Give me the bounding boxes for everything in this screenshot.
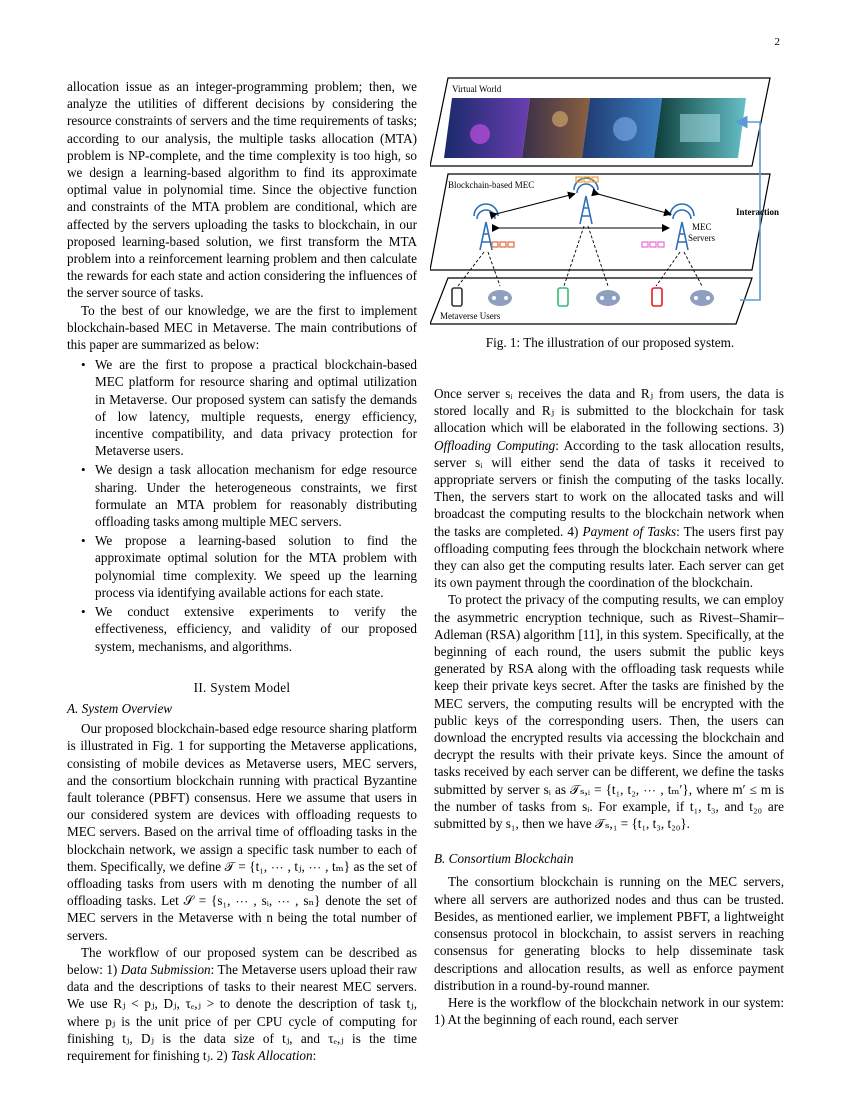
right-column [434, 385, 784, 1028]
emphasis: Offloading Computing [434, 437, 556, 453]
paragraph: Our proposed blockchain-based edge resource sharing platform is illustrated in Fig. 1 for supporting the Metaverse applications, consisting of mobile devices as Metaverse users, MEC servers, and the consortium blockchain running with practical Byzantine fault tolerance (PBFT) consensus. Here we assume that users in our considered system are devices with offloading requests to MEC servers. Based on the arrival time of offloading tasks in the blockchain network, we assign a specific task number to each of them. Specifically, we define 𝒯 = {t₁, ⋯ , tⱼ, ⋯ , tₘ} as the set of offloading tasks from users with m denoting the number of all offloading tasks. Let 𝒮 = {s₁, ⋯ , sᵢ, ⋯ , sₙ} denote the set of MEC servers in the Metaverse with n being the total number of servers. [67, 721, 417, 943]
text-run: : According to the task allocation results, server sᵢ will either send the data of tasks it received to appropriate servers or finish the computing of the tasks locally. Then, the servers start to work on the allocated tasks and will broadcast the computing results to the blockchain network when the tasks are completed. 4) [434, 437, 785, 539]
emphasis: Task Allocation [230, 1047, 313, 1063]
left-column [67, 78, 417, 1064]
text-run: : The users first pay offloading computing fees through the blockchain network where they can also get the computing results later. Each server can get its own payment through the coordination of the blockchain. [434, 523, 784, 591]
virtual-world-image [444, 98, 746, 158]
interaction-label: Interaction [736, 207, 779, 217]
text-run: : [312, 1047, 317, 1063]
virtual-world-label: Virtual World [452, 84, 502, 94]
contributions-list [67, 356, 417, 654]
paragraph [434, 385, 784, 591]
paragraph: The consortium blockchain is running on the MEC servers, where all servers are authorized nodes and thus can be trusted. Besides, as mentioned earlier, we implement PBFT, a lightweight consensus protocol in blockchain, to assist servers in reaching consensus for generating blocks to help disseminate task descriptions and allocation results, as well as enforce payment distribution in a round-by-round manner. [434, 874, 784, 993]
list-item: • We conduct extensive experiments to verify the effectiveness, efficiency, and validity of our proposed system, mechanisms, and algorithms. [95, 603, 417, 655]
servers-label: Servers [688, 233, 715, 243]
emphasis: Data Submission [120, 961, 211, 977]
list-item: • We are the first to propose a practical blockchain-based MEC platform for resource sharing and optimal utilization in Metaverse. Our proposed system can satisfy the demands of low latency, multiple requests, energy efficiency, incentive compatibility, and data privacy protection for Metaverse users. [95, 356, 417, 459]
paragraph [67, 944, 417, 1064]
gamepad-icon [488, 290, 512, 306]
subsection-title: B. Consortium Blockchain [434, 851, 574, 867]
system-figure [430, 74, 790, 334]
list-item: • We design a task allocation mechanism for edge resource sharing. Under the heterogeneous constraints, we first formulate an MTA problem for reasonably distributing offloading tasks among multiple MEC servers. [95, 461, 417, 530]
subsection-title: A. System Overview [67, 700, 173, 716]
paragraph: allocation issue as an integer-programming problem; then, we analyze the utilities of different decisions by considering the resource constraints of servers and the time requirements of tasks; according to our analysis, the multiple tasks allocation (MTA) problem is NP-complete, and the time complexity is too high, so we design a learning-based algorithm to find its approximate optimal value in polynomial time. Since the objective function and constraints of the MTA problem are conditional, which are affected by the servers uploading the tasks to blockchain, in our proposed learning-based solution, we first transform the MTA problem into a reinforcement learning problem and then calculate the rewards for each state and action considering the influences of the server source of tasks. [67, 79, 417, 301]
gamepad-icon [690, 290, 714, 306]
paragraph: Here is the workflow of the blockchain network in our system: 1) At the beginning of each round, each server [434, 994, 784, 1028]
figure-caption: Fig. 1: The illustration of our proposed system. [485, 335, 735, 350]
paragraph: To the best of our knowledge, we are the first to implement blockchain-based MEC in Metaverse. The main contributions of this paper are summarized as below: [67, 302, 417, 353]
mec-label: MEC [692, 222, 712, 232]
page-number: 2 [774, 36, 780, 48]
metaverse-users-label: Metaverse Users [440, 311, 501, 321]
emphasis: Payment of Tasks [582, 523, 677, 539]
list-item: • We propose a learning-based solution to find the approximate optimal solution for the MTA problem with polynomial time complexity. We speed up the learning process via identifying available actions for each state. [95, 532, 417, 601]
gamepad-icon [596, 290, 620, 306]
blockchain-mec-label: Blockchain-based MEC [448, 180, 535, 190]
text-run: Once server sᵢ receives the data and Rⱼ from users, the data is stored locally and Rⱼ is submitted to the blockchain for task allocation which will be elaborated in the following sections. 3) [434, 386, 784, 436]
paragraph: To protect the privacy of the computing results, we can employ the asymmetric encryption technique, such as Rivest–Shamir–Adleman (RSA) algorithm [11], in this system. Specifically, at the beginning of each round, the users submit the public keys generated by RSA along with the offloading task requests while keep their private keys secret. After the tasks are finished by the MEC servers, the computing results will be encrypted with the public keys of the corresponding users. Then, the users can download the encrypted results via accessing the blockchain and decrypt the results with their private keys. Since the amount of tasks received by each server can be different, we define the tasks submitted by server sᵢ as 𝒯ₛ,ᵢ = {t₁, t₂, ⋯ , tₘ′}, where m′ ≤ m is the number of tasks from sᵢ. For example, if t₁, t₃, and t₂₀ are submitted by s₁, then we have 𝒯ₛ,₁ = {t₁, t₃, t₂₀}. [434, 592, 784, 832]
text-run: : The Metaverse users upload their raw data and the descriptions of tasks to their nearest MEC servers. We use Rⱼ < pⱼ, Dⱼ, τₑ,ⱼ > to denote the description of task tⱼ, where pⱼ is the unit price of per CPU cycle of computing for finishing tⱼ, Dⱼ is the data size of tⱼ, and τₑ,ⱼ is the time requirement for finishing tⱼ. 2) [67, 961, 417, 1063]
text-run: The workflow of our proposed system can be described as below: 1) [67, 944, 417, 977]
section-title: II. System Model [193, 679, 291, 695]
